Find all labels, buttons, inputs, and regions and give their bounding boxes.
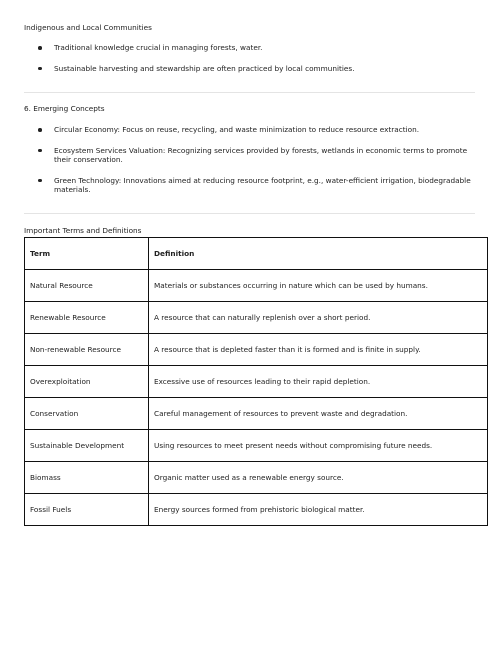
bullet-icon xyxy=(38,67,42,71)
term-cell: Fossil Fuels xyxy=(25,494,149,526)
table-row xyxy=(25,366,488,398)
definition-cell: Organic matter used as a renewable energy source. xyxy=(149,462,488,494)
table-caption: Important Terms and Definitions xyxy=(24,226,142,235)
table-header-row xyxy=(25,238,488,270)
definition-cell: Careful management of resources to prevent waste and degradation. xyxy=(149,398,488,430)
bullet-icon xyxy=(38,179,42,183)
list-item: Green Technology: Innovations aimed at reducing resource footprint, e.g., water-efficient irrigation, biodegradable materials. xyxy=(24,176,474,195)
definition-cell: A resource that can naturally replenish over a short period. xyxy=(149,302,488,334)
term-cell: Non-renewable Resource xyxy=(25,334,149,366)
term-cell: Natural Resource xyxy=(25,270,149,302)
bullet-icon xyxy=(38,128,42,132)
table-row xyxy=(25,494,488,526)
section-divider xyxy=(24,92,475,93)
bullet-list-communities xyxy=(24,43,474,73)
column-header-term: Term xyxy=(25,238,149,270)
table-row xyxy=(25,302,488,334)
table-row xyxy=(25,430,488,462)
terms-table xyxy=(24,237,488,526)
term-cell: Biomass xyxy=(25,462,149,494)
definition-cell: A resource that is depleted faster than it is formed and is finite in supply. xyxy=(149,334,488,366)
bullet-icon xyxy=(38,46,42,50)
definition-cell: Energy sources formed from prehistoric biological matter. xyxy=(149,494,488,526)
list-item: Traditional knowledge crucial in managing forests, water. xyxy=(24,43,474,53)
definition-cell: Materials or substances occurring in nature which can be used by humans. xyxy=(149,270,488,302)
column-header-definition: Definition xyxy=(149,238,488,270)
definition-cell: Using resources to meet present needs without compromising future needs. xyxy=(149,430,488,462)
term-cell: Overexploitation xyxy=(25,366,149,398)
definition-cell: Excessive use of resources leading to their rapid depletion. xyxy=(149,366,488,398)
term-cell: Conservation xyxy=(25,398,149,430)
list-item: Circular Economy: Focus on reuse, recycling, and waste minimization to reduce resource extraction. xyxy=(24,125,474,135)
section-heading-emerging-concepts: 6. Emerging Concepts xyxy=(24,104,105,113)
term-cell: Renewable Resource xyxy=(25,302,149,334)
table-row xyxy=(25,334,488,366)
list-item: Ecosystem Services Valuation: Recognizing services provided by forests, wetlands in economic terms to promote their conservation. xyxy=(24,146,474,165)
bullet-icon xyxy=(38,149,42,153)
section-divider xyxy=(24,213,475,214)
bullet-list-emerging-concepts xyxy=(24,125,474,195)
table-row xyxy=(25,270,488,302)
term-cell: Sustainable Development xyxy=(25,430,149,462)
section-heading-communities: Indigenous and Local Communities xyxy=(24,23,152,32)
table-row xyxy=(25,462,488,494)
table-row xyxy=(25,398,488,430)
list-item: Sustainable harvesting and stewardship are often practiced by local communities. xyxy=(24,64,474,74)
